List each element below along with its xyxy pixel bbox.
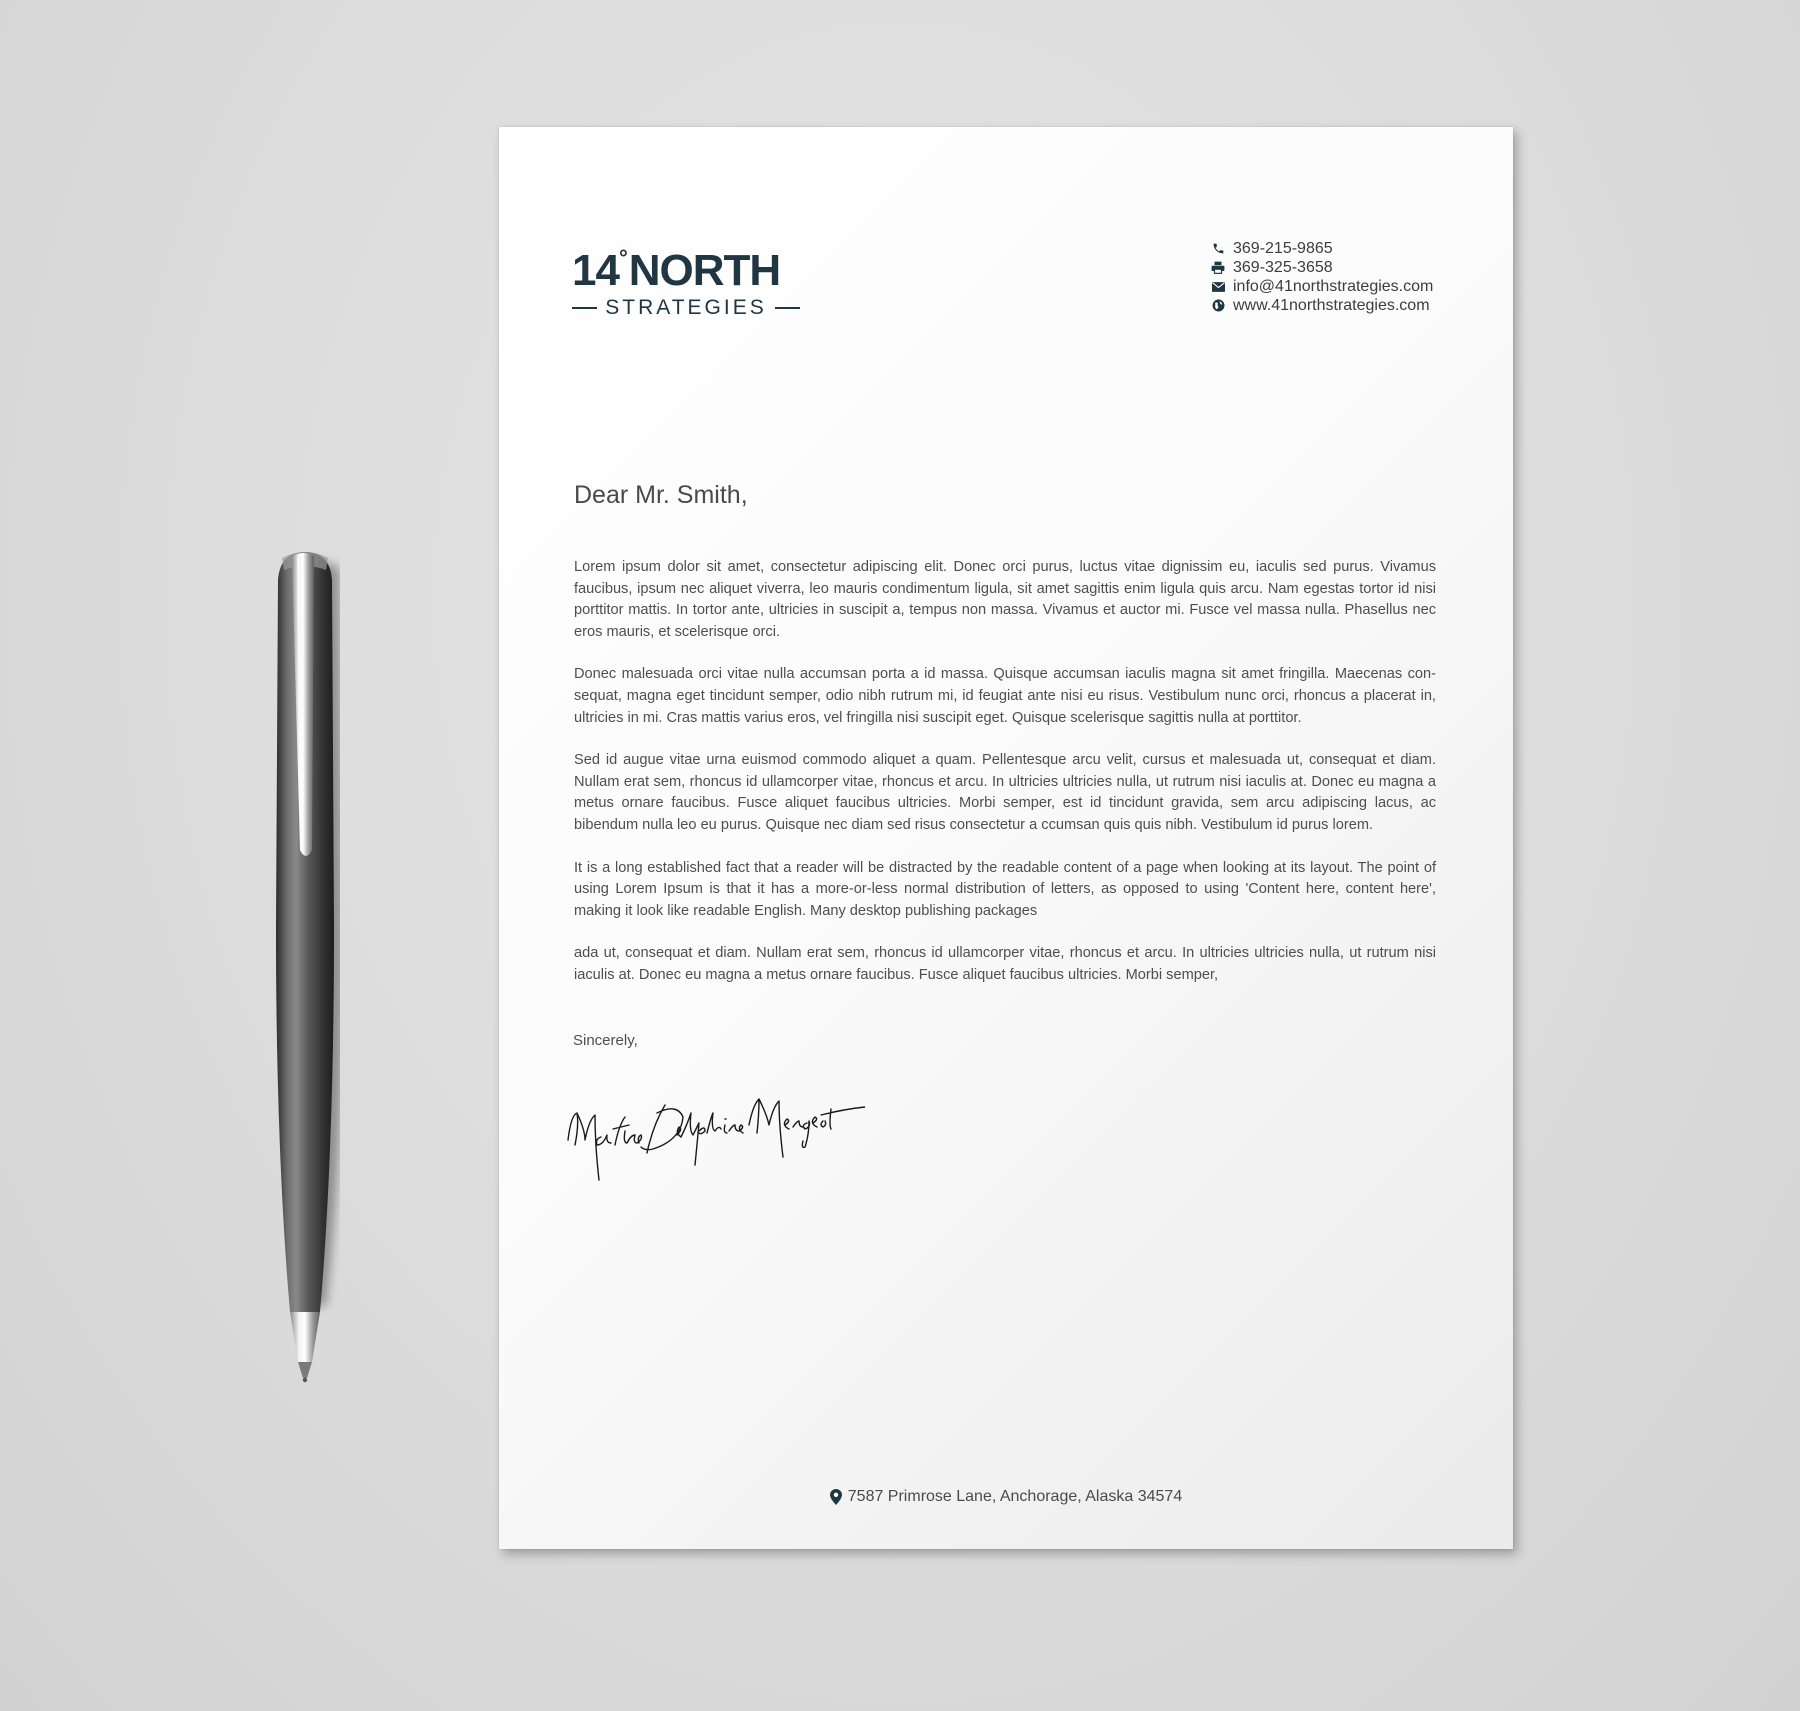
company-logo xyxy=(572,245,802,319)
paragraph-4: It is a long established fact that a reader will be distracted by the readable content of a page when looking at its layout. The point of using Lorem Ipsum is that it has a more-or-less normal distribution of letters, as opposed to using 'Content here, content here', making it look like readable English. Many desktop publishing packages xyxy=(574,859,1436,919)
logo-subword: STRATEGIES xyxy=(605,296,767,319)
location-pin-icon xyxy=(830,1489,842,1505)
logo-wordmark xyxy=(572,245,781,295)
email-icon xyxy=(1211,280,1225,294)
contact-email xyxy=(1211,277,1471,296)
signature-drawing xyxy=(565,1085,865,1195)
contact-fax xyxy=(1211,258,1471,277)
pen-illustration xyxy=(270,550,340,1390)
logo-rule-left xyxy=(572,307,597,309)
globe-icon xyxy=(1211,299,1225,313)
letterhead-page xyxy=(499,127,1513,1549)
contact-block xyxy=(1211,239,1471,315)
contact-fax-text: 369-325-3658 xyxy=(1233,258,1333,276)
letter-body xyxy=(574,557,1436,1008)
logo-tagline xyxy=(572,297,800,319)
pen xyxy=(270,550,340,1390)
footer-address xyxy=(499,1488,1513,1506)
contact-website-text: www.41northstrategies.com xyxy=(1233,296,1430,314)
logo-degree: ° xyxy=(618,245,627,270)
paragraph-2: Donec malesuada orci vitae nulla accumsan porta a id massa. Quisque accumsan iaculis magna sit amet fringilla. Maecenas con-sequat, magna eget tincidunt semper, odio nibh rutrum mi, id feugiat ante nisi eu risus. Vestibulum nunc orci, rhoncus a placerat in, ultricies in mi. Cras mattis varius eros, vel fringilla nisi suscipit eget. Quisque scelerisque sagittis nulla at porttitor. xyxy=(574,666,1436,726)
contact-email-text: info@41northstrategies.com xyxy=(1233,277,1434,295)
footer-address-text: 7587 Primrose Lane, Anchorage, Alaska 34574 xyxy=(847,1488,1183,1505)
contact-phone xyxy=(1211,239,1471,258)
paragraph-3: Sed id augue vitae urna euismod commodo aliquet a quam. Pellentesque arcu velit, cursus et malesuada ut, consequat et diam. Nullam erat sem, rhoncus id ullamcorper vitae, rhoncus et arcu. In ultricies ultricies nulla, ut rutrum nisi iaculis at. Donec eu magna a metus ornare faucibus. Fusce aliquet faucibus ultricies. Morbi semper, est id tincidunt gravida, sem arcu adipiscing lacus, ac bibendum nulla leo eu purus. Quisque nec diam sed risus consectetur a ccumsan quis quis nibh. Vestibulum id purus lorem. xyxy=(574,752,1436,833)
salutation: Dear Mr. Smith, xyxy=(574,481,748,509)
closing: Sincerely, xyxy=(573,1032,638,1049)
logo-number: 14 xyxy=(572,246,619,295)
contact-website xyxy=(1211,296,1471,315)
paragraph-5: ada ut, consequat et diam. Nullam erat sem, rhoncus id ullamcorper vitae, rhoncus et arcu. In ultricies ultricies nulla, ut rutrum nisi iaculis at. Donec eu magna a metus ornare faucibus. Fusce aliquet faucibus ultricies. Morbi semper, xyxy=(574,945,1436,983)
logo-word: NORTH xyxy=(628,246,781,295)
phone-icon xyxy=(1211,242,1225,256)
fax-icon xyxy=(1211,261,1225,275)
contact-phone-text: 369-215-9865 xyxy=(1233,239,1333,257)
handwritten-signature xyxy=(565,1085,865,1195)
paragraph-1: Lorem ipsum dolor sit amet, consectetur adipiscing elit. Donec orci purus, luctus vitae dignissim eu, iaculis sed purus. Vivamus faucibus, ipsum nec aliquet viverra, leo mauris condimentum ligula, sit amet sagittis enim ligula quis arcu. Nam egestas tortor id nisi porttitor mattis. In tortor ante, ultricies in suscipit a, tempus non massa. Vivamus et auctor mi. Fusce vel massa nulla. Phasellus nec eros mauris, et scelerisque orci. xyxy=(574,559,1436,640)
logo-rule-right xyxy=(775,307,800,309)
